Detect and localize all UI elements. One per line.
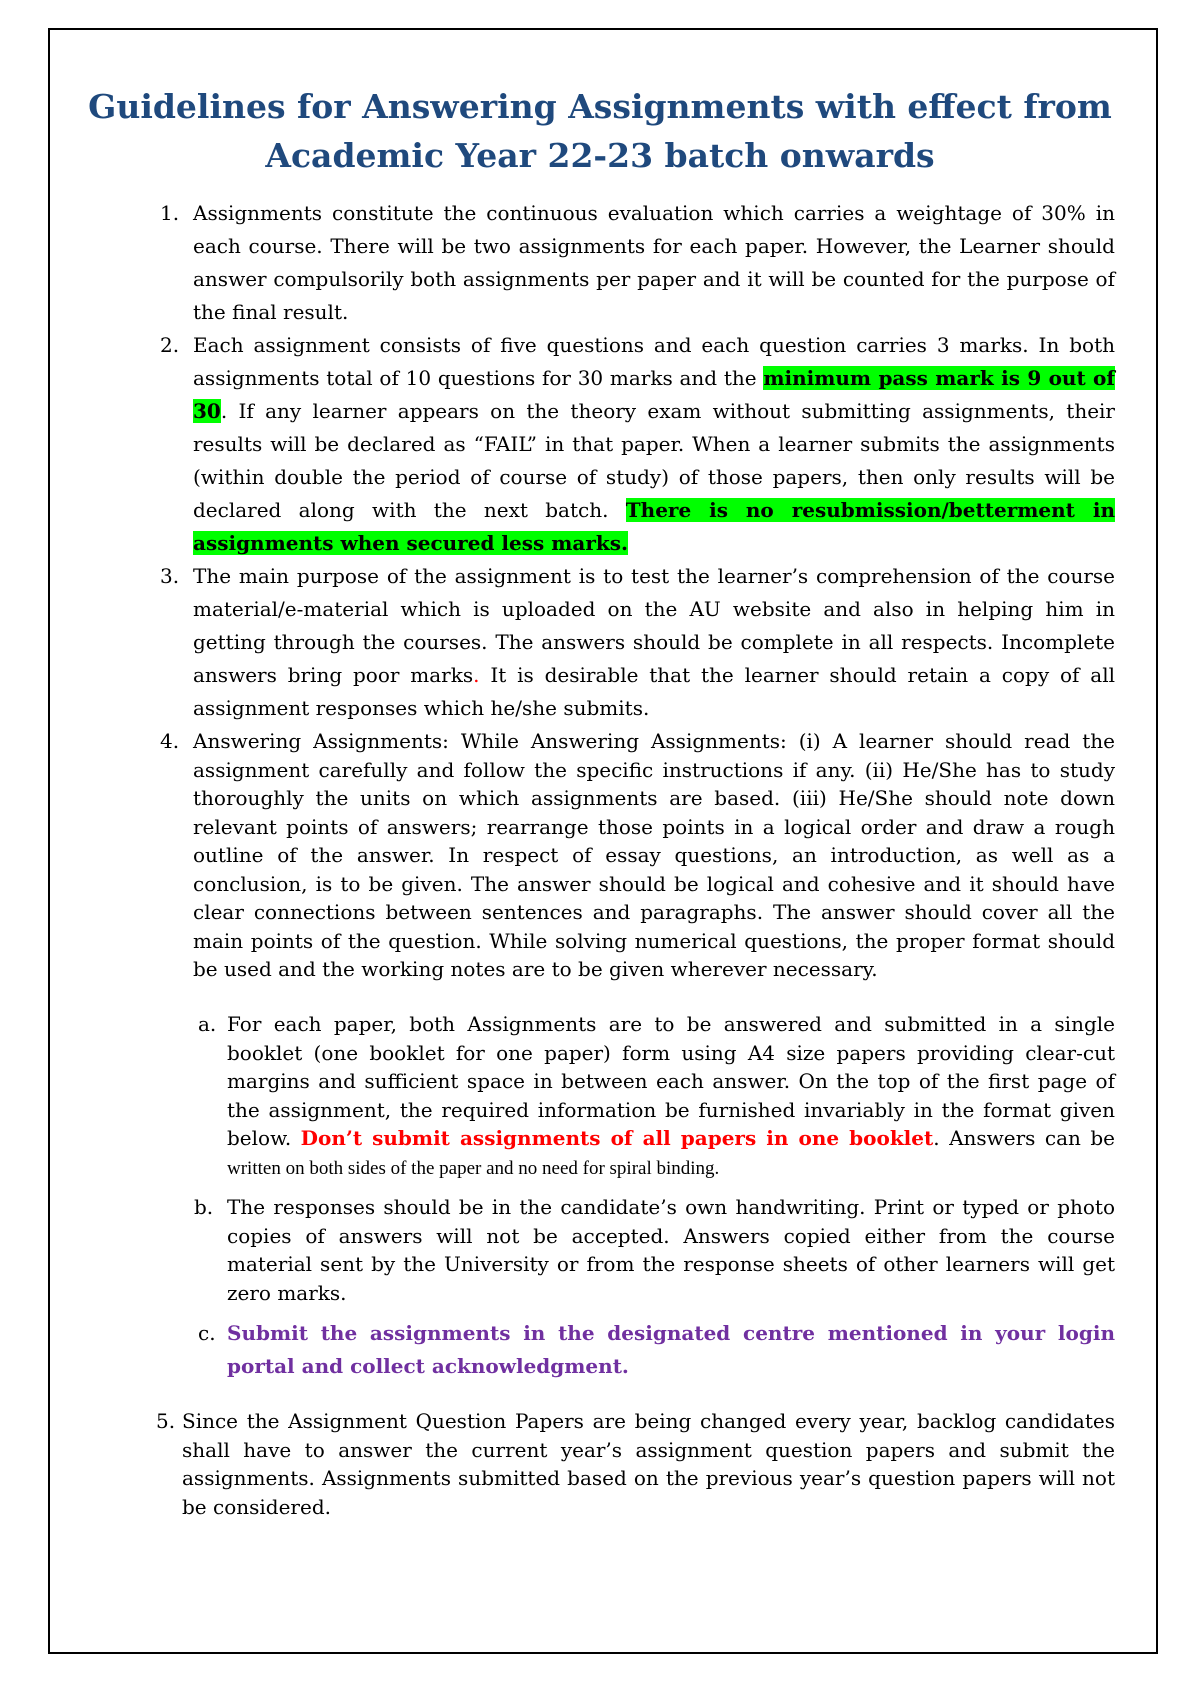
no-resubmission-highlight: There is no resubmission/betterment in assignments when secured less marks. xyxy=(193,498,1115,555)
item-text: Each assignment consists of five questions and each question carries 3 marks. In both assignments total of 10 questions for 30 marks and the xyxy=(193,333,1115,390)
item-text-continued: . If any learner appears on the theory exam without submitting assignments, their results will be declared as “FAIL” in that paper. When a learner submits the assignments (within double the period of course of study) of those papers, then only results will be declared along with the next batch. xyxy=(193,399,1115,522)
guideline-item-2 xyxy=(160,329,1115,560)
submission-notice: Submit the assignments in the designated centre mentioned in your login portal and collect acknowledgment. xyxy=(227,1321,1115,1378)
item-number: 4. xyxy=(160,729,180,753)
guideline-item-3 xyxy=(160,560,1115,725)
item-number: 2. xyxy=(160,333,180,357)
item-text: Assignments constitute the continuous evaluation which carries a weightage of 30% in each course. There will be two assignments for each paper. However, the Learner should answer compulsorily both assignments per paper and it will be counted for the purpose of the final result. xyxy=(193,201,1115,324)
item-text: Answering Assignments: While Answering Assignments: (i) A learner should read the assignment carefully and follow the specific instructions if any. (ii) He/She has to study thoroughly the units on which assignments are based. (iii) He/She should note down relevant points of answers; rearrange those points in a logical order and draw a rough outline of the answer. In respect of essay questions, an introduction, as well as a conclusion, is to be given. The answer should be logical and cohesive and it should have clear connections between sentences and paragraphs. The answer should cover all the main points of the question. While solving numerical questions, the proper format should be used and the working notes are to be given wherever necessary. xyxy=(193,729,1115,981)
document-title xyxy=(60,82,1140,180)
title-line-1: Guidelines for Answering Assignments with effect from xyxy=(88,87,1112,126)
booklet-warning: Don’t submit assignments of all papers in one booklet xyxy=(300,1126,934,1150)
sub-item-letter: c. xyxy=(198,1321,216,1345)
sub-item-text: The responses should be in the candidate’s own handwriting. Print or typed or photo copies of answers will not be accepted. Answers copied either from the course material sent by the University or from the response sheets of other learners will get zero marks. xyxy=(227,1195,1115,1305)
sub-item-text-tail: written on both sides of the paper and no need for spiral binding. xyxy=(227,1157,720,1179)
item-number: 3. xyxy=(160,564,180,588)
guideline-item-4 xyxy=(160,727,1115,984)
guideline-item-5 xyxy=(156,1407,1115,1521)
item-number: 5. xyxy=(156,1409,176,1433)
item-number: 1. xyxy=(160,201,180,225)
sub-item-text: For each paper, both Assignments are to be answered and submitted in a single booklet (one booklet for one paper) form using A4 size papers providing clear-cut margins and sufficient space in between each answer. On the top of the first page of the assignment, the required information be furnished invariably in the format given below. xyxy=(227,1012,1115,1150)
sub-item-letter: a. xyxy=(198,1012,217,1036)
pass-mark-highlight: minimum pass mark is 9 out of 30 xyxy=(193,366,1115,423)
red-period: . xyxy=(473,663,480,687)
item-text-continued: It is desirable that the learner should retain a copy of all assignment responses which he/she submits. xyxy=(193,663,1115,720)
sub-item-c xyxy=(198,1317,1115,1383)
title-line-2: Academic Year 22-23 batch onwards xyxy=(265,136,935,175)
item-text: Since the Assignment Question Papers are being changed every year, backlog candidates shall have to answer the current year’s assignment question papers and submit the assignments. Assignments submitted based on the previous year’s question papers will not be considered. xyxy=(182,1409,1115,1519)
sub-item-b xyxy=(194,1193,1115,1307)
item-text: The main purpose of the assignment is to test the learner’s comprehension of the course material/e-material which is uploaded on the AU website and also in helping him in getting through the courses. The answers should be complete in all respects. Incomplete answers bring poor marks xyxy=(193,564,1115,687)
sub-item-a xyxy=(198,1010,1115,1183)
sub-item-letter: b. xyxy=(194,1195,214,1219)
guideline-item-1 xyxy=(160,197,1115,329)
sub-item-text-continued: . Answers can be xyxy=(933,1126,1115,1150)
